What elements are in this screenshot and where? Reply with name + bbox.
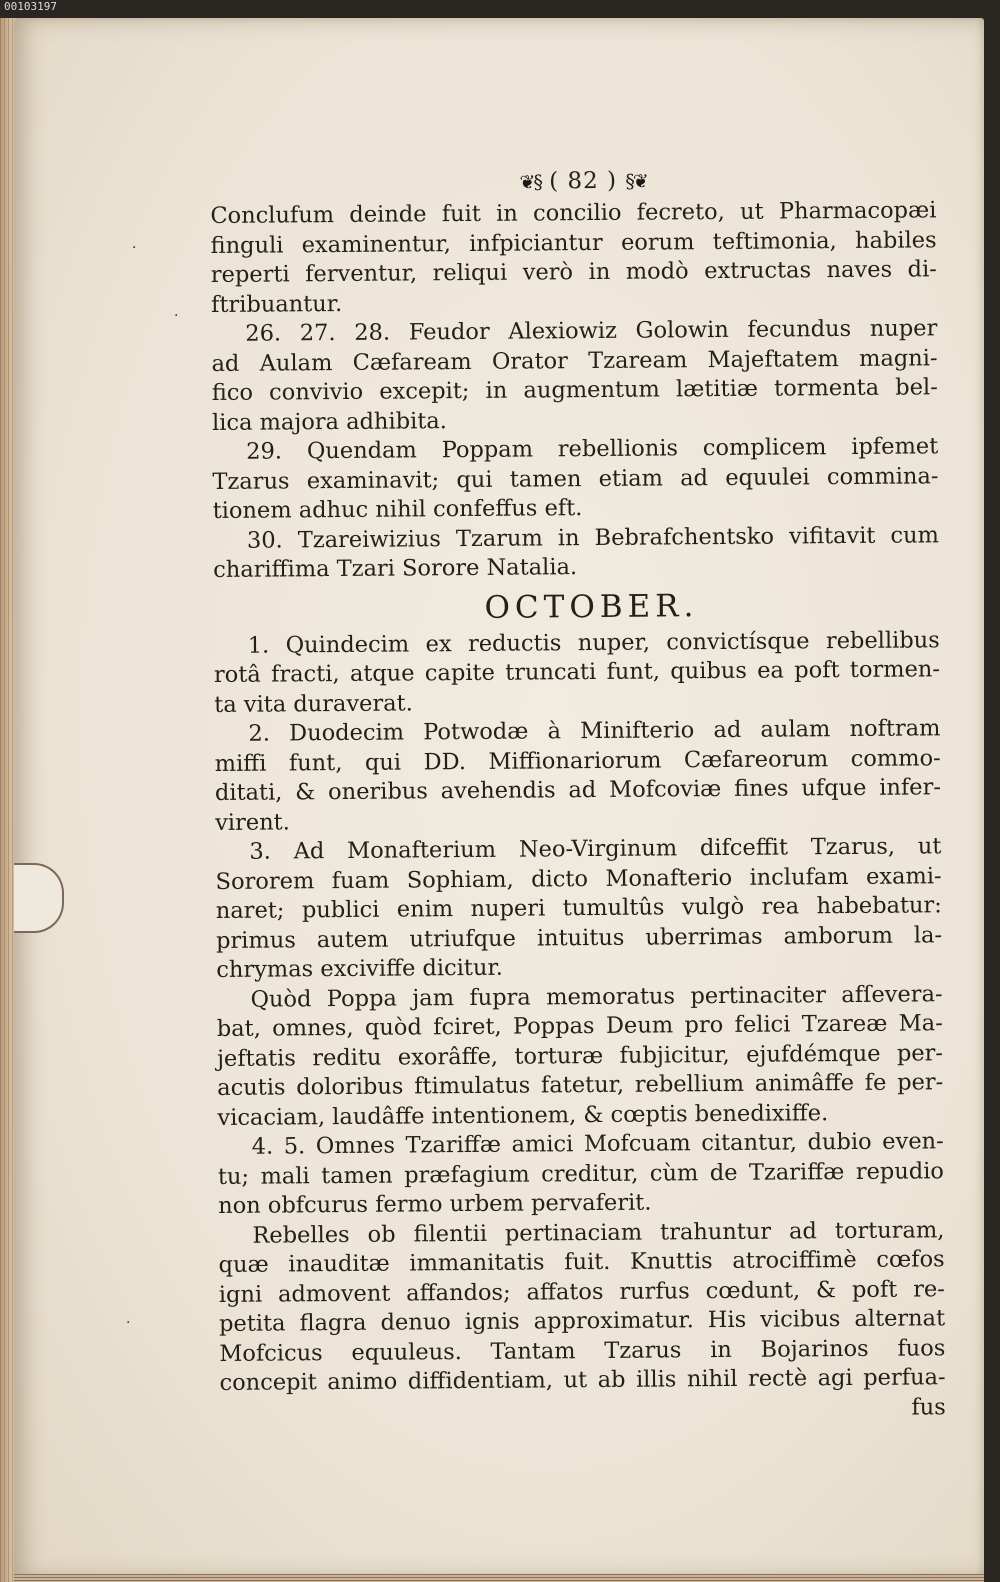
text-line: 4. 5. Omnes Tzariffæ amici Mofcuam citantur, dubio even-	[251, 1128, 944, 1160]
paragraph-4	[213, 521, 939, 586]
text-line: tionem adhuc nihil confeffus eft.	[212, 495, 583, 524]
text-line: Rebelles ob filentii pertinaciam trahuntur ad torturam,	[252, 1216, 945, 1249]
text-line: miffi funt, qui DD. Miffionariorum Cæfareorum commo-	[214, 744, 941, 777]
text-line: Sororem fuam Sophiam, dicto Monafterio inclufam exami-	[215, 862, 942, 895]
text-line: Mofcicus equuleus. Tantam Tzarus in Bojarinos fuos	[219, 1334, 946, 1367]
text-line: 2. Duodecim Potwodæ à Minifterio ad aulam noftram	[248, 715, 941, 747]
paragraph-2	[211, 314, 938, 438]
text-line: igni admovent affandos; affatos rurfus cœdunt, & poft re-	[218, 1275, 945, 1308]
text-line: reperti ferventur, reliqui verò in modò extructas naves di-	[210, 256, 937, 288]
text-line: petita flagra denuo ignis approximatur. His vicibus alternat	[218, 1305, 946, 1337]
text-line: ditati, & oneribus avehendis ad Mofcoviæ fines ufque infer-	[214, 774, 942, 806]
text-line: quæ inauditæ immanitatis fuit. Knuttis atrociffimè cœfos	[218, 1246, 945, 1278]
paragraph-8	[216, 980, 943, 1133]
text-line: jeftatis reditu exorâffe, torturæ fubjicitur, ejufdémque per-	[216, 1039, 944, 1072]
paragraph-3	[212, 432, 939, 526]
scan-id-label: 00103197	[4, 0, 57, 13]
text-line: fico convivio excepit; in augmentum lætitiæ tormenta bel-	[211, 374, 938, 406]
text-line: Conclufum deinde fuit in concilio fecreto, ut Pharmacopæi	[210, 197, 937, 229]
text-line: vicaciam, laudâffe intentionem, & cœptis benedixiffe.	[217, 1099, 829, 1131]
text-line: naret; publici enim nuperi tumultûs vulgò rea habebatur:	[215, 892, 942, 924]
page-tab	[14, 863, 64, 933]
paragraph-1	[210, 196, 937, 320]
text-line: chariffima Tzari Sorore Natalia.	[213, 554, 578, 583]
text-line: non obfcurus fermo urbem pervaferit.	[218, 1189, 652, 1219]
page-text	[210, 160, 946, 1428]
header-ornament-right-icon: §❦	[625, 170, 647, 193]
catchword: fus	[911, 1393, 946, 1421]
text-line: ad Aulam Cæfaream Orator Tzaream Majeftatem magni-	[211, 344, 938, 377]
text-line: ta vita duraverat.	[214, 689, 413, 718]
text-line: 3. Ad Monafterium Neo-Virginum difceffit Tzarus, ut	[249, 833, 942, 865]
section-title: OCTOBER.	[484, 587, 699, 626]
paragraph-10	[218, 1216, 945, 1399]
margin-dot: ·	[132, 240, 137, 256]
text-line: ftribuantur.	[210, 290, 343, 318]
text-line: virent.	[215, 808, 290, 836]
book-page	[14, 18, 984, 1578]
text-line: 1. Quindecim ex reductis nuper, convictísque rebellibus	[247, 626, 940, 659]
text-line: finguli examinentur, infpiciantur eorum teftimonia, habiles	[210, 226, 937, 259]
bottom-page-edges	[14, 1574, 984, 1582]
page-header	[230, 160, 936, 202]
text-line: 29. Quendam Poppam rebellionis complicem ipfemet	[246, 433, 939, 465]
text-line: Quòd Poppa jam fupra memoratus pertinaciter afſevera-	[250, 980, 943, 1013]
margin-dot: ·	[126, 1315, 131, 1331]
text-line: acutis doloribus ftimulatus fatetur, rebellium animâffe fe per-	[217, 1069, 944, 1101]
text-line: chrymas exciviffe dicitur.	[216, 954, 503, 983]
text-line: bat, omnes, quòd fciret, Poppas Deum pro felici Tzareæ Ma-	[216, 1010, 943, 1042]
paragraph-7	[215, 832, 942, 985]
paragraph-9	[218, 1127, 945, 1221]
text-line: concepit animo diffidentiam, ut ab illis nihil rectè agi perfua-	[219, 1364, 946, 1396]
page-number: ( 82 )	[549, 167, 618, 195]
text-line: lica majora adhibita.	[211, 407, 447, 436]
text-line: rotâ fracti, atque capite truncati funt, quibus ea poft tormen-	[213, 656, 941, 688]
text-line: Tzarus examinavit; qui tamen etiam ad equulei commina-	[212, 462, 939, 495]
paragraph-5	[214, 626, 941, 720]
text-line: 26. 27. 28. Feudor Alexiowiz Golowin fecundus nuper	[245, 315, 938, 347]
margin-dot: ·	[174, 308, 179, 324]
text-line: primus autem utriufque intuitus uberrimas amborum la-	[215, 921, 943, 954]
text-line: tu; mali tamen præfagium creditur, cùm de Tzariffæ repudio	[217, 1157, 945, 1190]
paragraph-6	[214, 714, 941, 838]
text-line: 30. Tzareiwizius Tzarum in Bebrafchentsko vifitavit cum	[246, 521, 940, 554]
header-ornament-left-icon: ❦§	[519, 171, 541, 194]
